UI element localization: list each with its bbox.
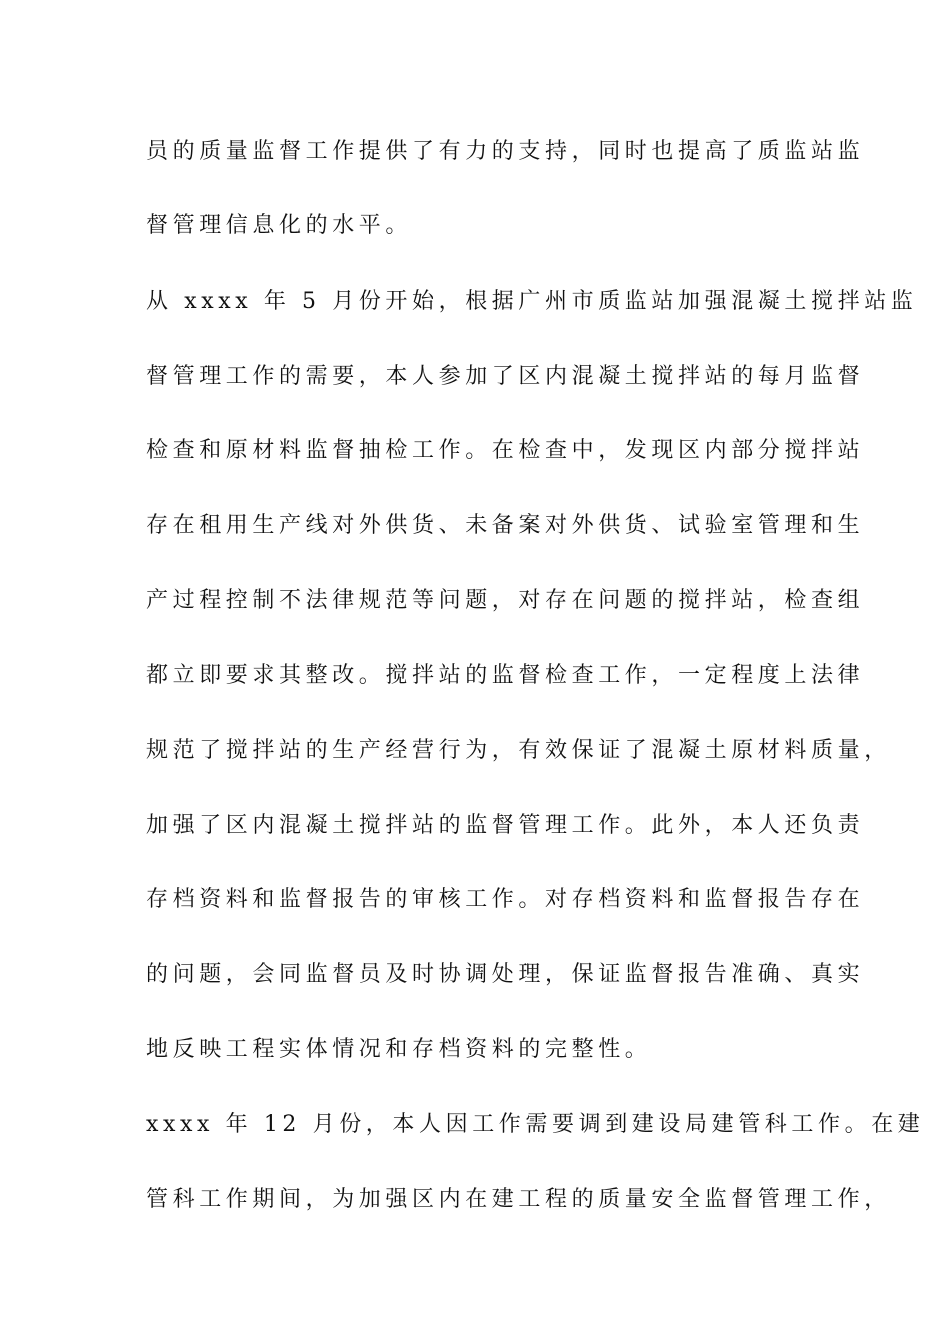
body-text-line: 产过程控制不法律规范等问题，对存在问题的搅拌站，检查组 — [146, 588, 865, 613]
body-text-line: 管科工作期间，为加强区内在建工程的质量安全监督管理工作， — [146, 1187, 891, 1212]
body-text-line: 都立即要求其整改。搅拌站的监督检查工作，一定程度上法律 — [146, 663, 865, 688]
body-text-line: xxxx 年 12 月份，本人因工作需要调到建设局建管科工作。在建 — [146, 1112, 925, 1137]
body-text-line: 规范了搅拌站的生产经营行为，有效保证了混凝土原材料质量， — [146, 738, 891, 763]
body-text-line: 存档资料和监督报告的审核工作。对存档资料和监督报告存在 — [146, 887, 865, 912]
body-text-line: 督管理信息化的水平。 — [146, 213, 413, 238]
body-text-line: 员的质量监督工作提供了有力的支持，同时也提高了质监站监 — [146, 139, 865, 164]
body-text-line: 检查和原材料监督抽检工作。在检查中，发现区内部分搅拌站 — [146, 438, 865, 463]
body-text-line: 从 xxxx 年 5 月份开始，根据广州市质监站加强混凝土搅拌站监 — [146, 289, 918, 314]
body-text-line: 的问题，会同监督员及时协调处理，保证监督报告准确、真实 — [146, 962, 865, 987]
body-text-line: 存在租用生产线对外供货、未备案对外供货、试验室管理和生 — [146, 513, 865, 538]
body-text-line: 督管理工作的需要，本人参加了区内混凝土搅拌站的每月监督 — [146, 364, 865, 389]
body-text-line: 地反映工程实体情况和存档资料的完整性。 — [146, 1037, 652, 1062]
body-text-line: 加强了区内混凝土搅拌站的监督管理工作。此外，本人还负责 — [146, 813, 865, 838]
